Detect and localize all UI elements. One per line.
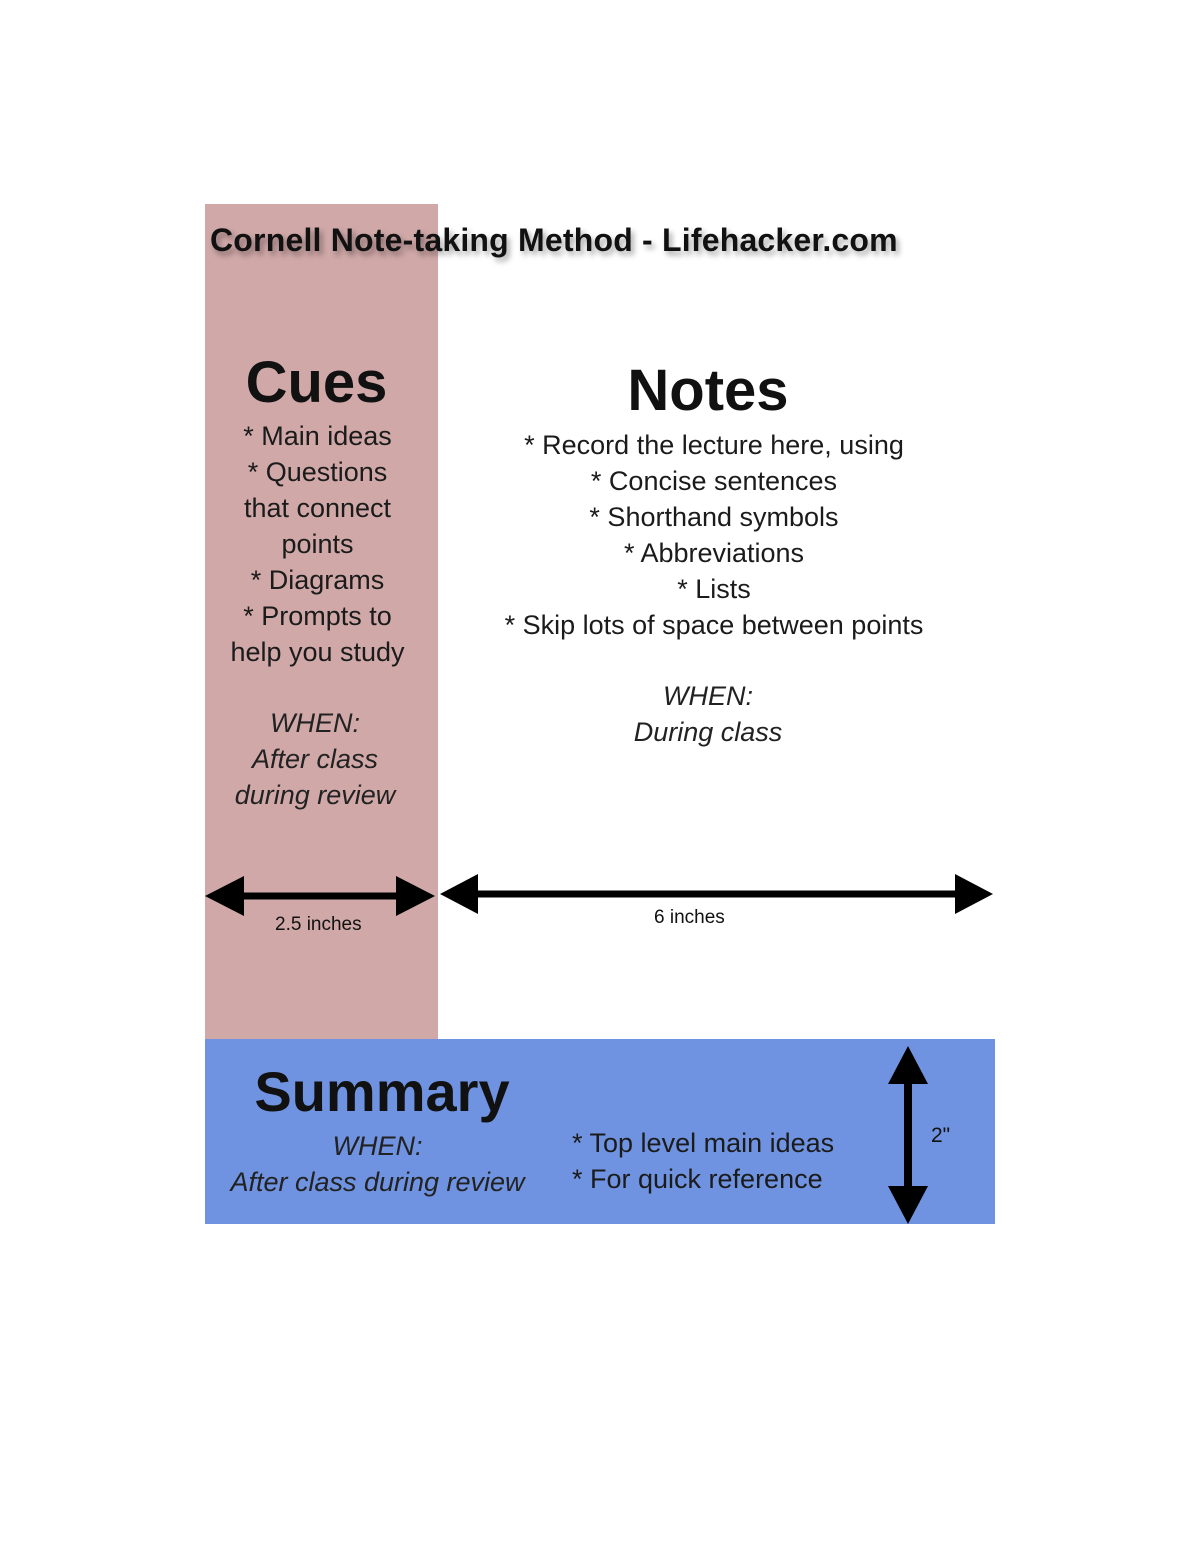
cues-line: points [281,529,354,559]
notes-width-arrowhead-left [440,874,478,914]
cues-line: * Prompts to [243,601,392,631]
summary-line: * Top level main ideas [572,1128,835,1158]
cues-line: * Questions [247,457,388,487]
summary-when-text: After class during review [230,1167,525,1197]
cues-line: * Diagrams [250,565,385,595]
cues-line: that connect [243,493,392,523]
summary-line: * For quick reference [572,1164,823,1194]
summary-when [210,1128,545,1200]
notes-heading: Notes [627,358,789,423]
summary-height-arrowhead-bottom [888,1186,928,1224]
cues-when-line: After class [251,744,379,774]
summary-height-arrowhead-top [888,1046,928,1084]
cues-width-arrowhead-right [396,876,435,916]
cues-line: help you study [230,637,405,667]
summary-height-label: 2" [931,1124,951,1147]
summary-when-label: WHEN: [332,1131,423,1161]
notes-line: * Lists [677,574,751,604]
notes-when-text: During class [633,717,783,747]
notes-width-label: 6 inches [654,907,725,928]
notes-line: * Skip lots of space between points [504,610,924,640]
notes-width-arrowhead-right [955,874,993,914]
cues-when-line: during review [234,780,396,810]
notes-line: * Shorthand symbols [589,502,839,532]
summary-list [572,1125,872,1197]
cues-when-label: WHEN: [270,708,360,738]
summary-heading: Summary [254,1060,510,1123]
cues-width-arrowhead-left [205,876,244,916]
cues-heading: Cues [245,350,388,415]
notes-line: * Record the lecture here, using [524,430,904,460]
notes-line: * Abbreviations [623,538,805,568]
page-title: Cornell Note-taking Method - Lifehacker.com [210,222,898,258]
notes-when-label: WHEN: [663,681,753,711]
cues-line: * Main ideas [243,421,392,451]
cues-width-label: 2.5 inches [275,914,362,935]
notes-line: * Concise sentences [590,466,838,496]
